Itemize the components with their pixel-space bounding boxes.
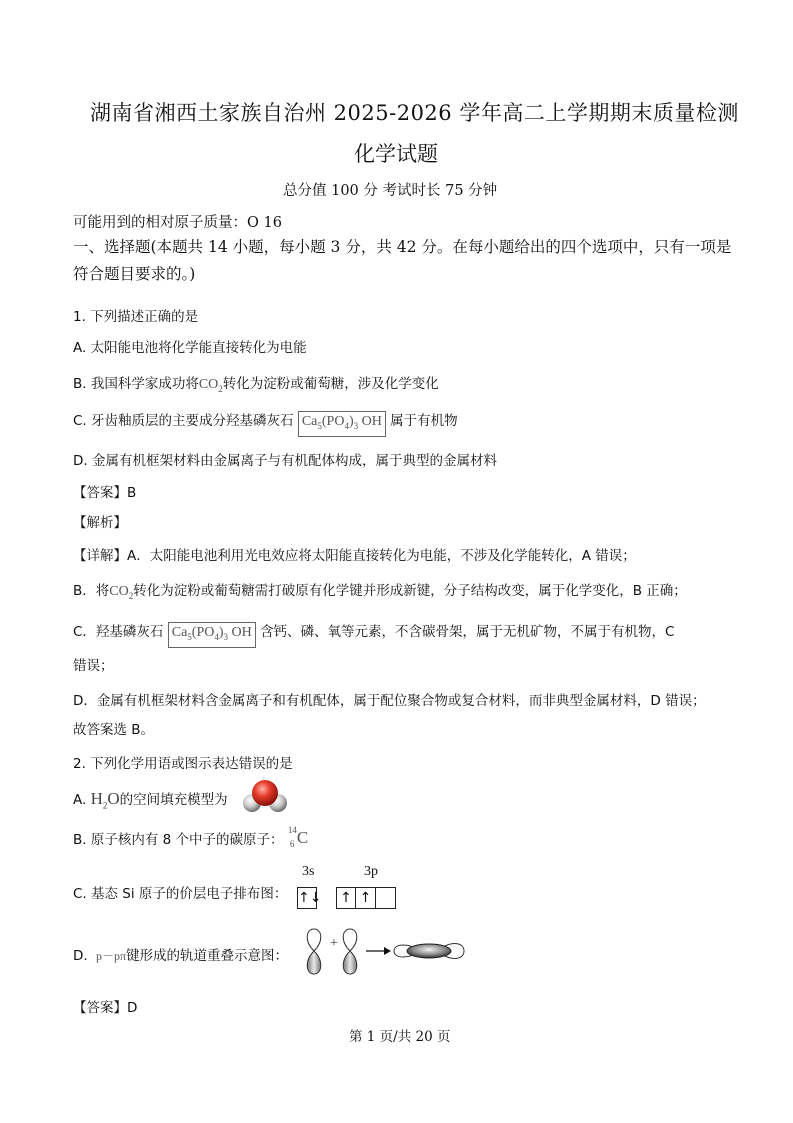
q2-option-b: B. 原子核内有 8 个中子的碳原子： 14 6 C — [73, 825, 309, 849]
plus-sign: + — [330, 936, 338, 951]
section-1-heading: 一、选择题(本题共 14 小题，每小题 3 分，共 42 分。在每小题给出的四个选项中，只有一项是符合题目要求的。) — [73, 238, 732, 283]
q1-detail-b: B．将$CO_2$转化为淀粉或葡萄糖需打破原有化学键并形成新键，分子结构改变，属于化学变化，B 正确； — [73, 583, 687, 601]
sigma-overlap-icon — [394, 944, 464, 959]
p-p-pi-overlap-diagram — [302, 927, 467, 977]
q2-option-a: A. $H_2O$的空间填充模型为 — [73, 789, 228, 811]
p-orbital-icon-1 — [307, 929, 321, 974]
orbital-3s-box: ↑↓ — [297, 887, 317, 909]
q2-stem: 2. 下列化学用语或图示表达错误的是 — [73, 756, 293, 772]
document-title: 湖南省湘西土家族自治州 2025-2026 学年高二上学期期末质量检测 — [90, 101, 739, 125]
oxygen-atom — [252, 780, 278, 806]
q1-analysis-tag: 【解析】 — [73, 515, 127, 531]
q1-option-c: C. 牙齿釉质层的主要成分羟基磷灰石 $Ca_5(PO_4)_3$ OH 属于有机物 — [73, 409, 458, 437]
q1-conclusion: 故答案选 B。 — [73, 722, 155, 738]
orbital-3p-boxes: ↑ ↑ — [336, 887, 396, 909]
exam-meta: 总分值 100 分 考试时长 75 分钟 — [283, 183, 498, 199]
h2o-formula: $H_2O$ — [90, 789, 120, 811]
q2-answer: 【答案】D — [73, 1000, 138, 1016]
water-space-filling-model — [242, 778, 288, 814]
arrow-icon — [366, 947, 391, 955]
q2-option-c: C. 基态 Si 原子的价层电子排布图： — [73, 886, 288, 902]
q1-option-a: A. 太阳能电池将化学能直接转化为电能 — [73, 340, 307, 356]
label-3p: 3p — [364, 864, 378, 879]
atomic-mass-line: 可能用到的相对原子质量：O 16 — [73, 215, 282, 231]
q1-detail-c-cont: 错误； — [73, 658, 114, 674]
q1-option-d: D. 金属有机框架材料由金属离子与有机配体构成，属于典型的金属材料 — [73, 453, 497, 469]
q1-option-b: B. 我国科学家成功将$CO_2$转化为淀粉或葡萄糖，涉及化学变化 — [73, 376, 439, 394]
co2-formula: $CO_2$ — [198, 377, 223, 394]
document-subtitle: 化学试题 — [354, 142, 438, 166]
q1-detail-a: 【详解】A．太阳能电池利用光电效应将太阳能直接转化为电能，不涉及化学能转化，A 错误； — [73, 548, 636, 564]
p-orbital-icon-2 — [343, 929, 357, 974]
q1-detail-d: D．金属有机框架材料含金属离子和有机配体，属于配位聚合物或复合材料，而非典型金属材料，D 错误； — [73, 693, 706, 709]
hydroxyapatite-formula: $Ca_5(PO_4)_3$ OH — [298, 411, 386, 437]
label-3s: 3s — [302, 864, 315, 879]
q1-detail-c: C．羟基磷灰石 $Ca_5(PO_4)_3$ OH 含钙、磷、氧等元素，不含碳骨架，属于无机矿物，不属于有机物，C — [73, 620, 675, 648]
page-footer: 第 1 页/共 20 页 — [349, 1029, 451, 1045]
carbon-14-notation: 14 6 C — [287, 825, 309, 849]
q2-option-d: D. p－pπ键形成的轨道重叠示意图： — [73, 948, 289, 964]
q1-stem: 1. 下列描述正确的是 — [73, 309, 199, 325]
q1-answer: 【答案】B — [73, 485, 137, 501]
